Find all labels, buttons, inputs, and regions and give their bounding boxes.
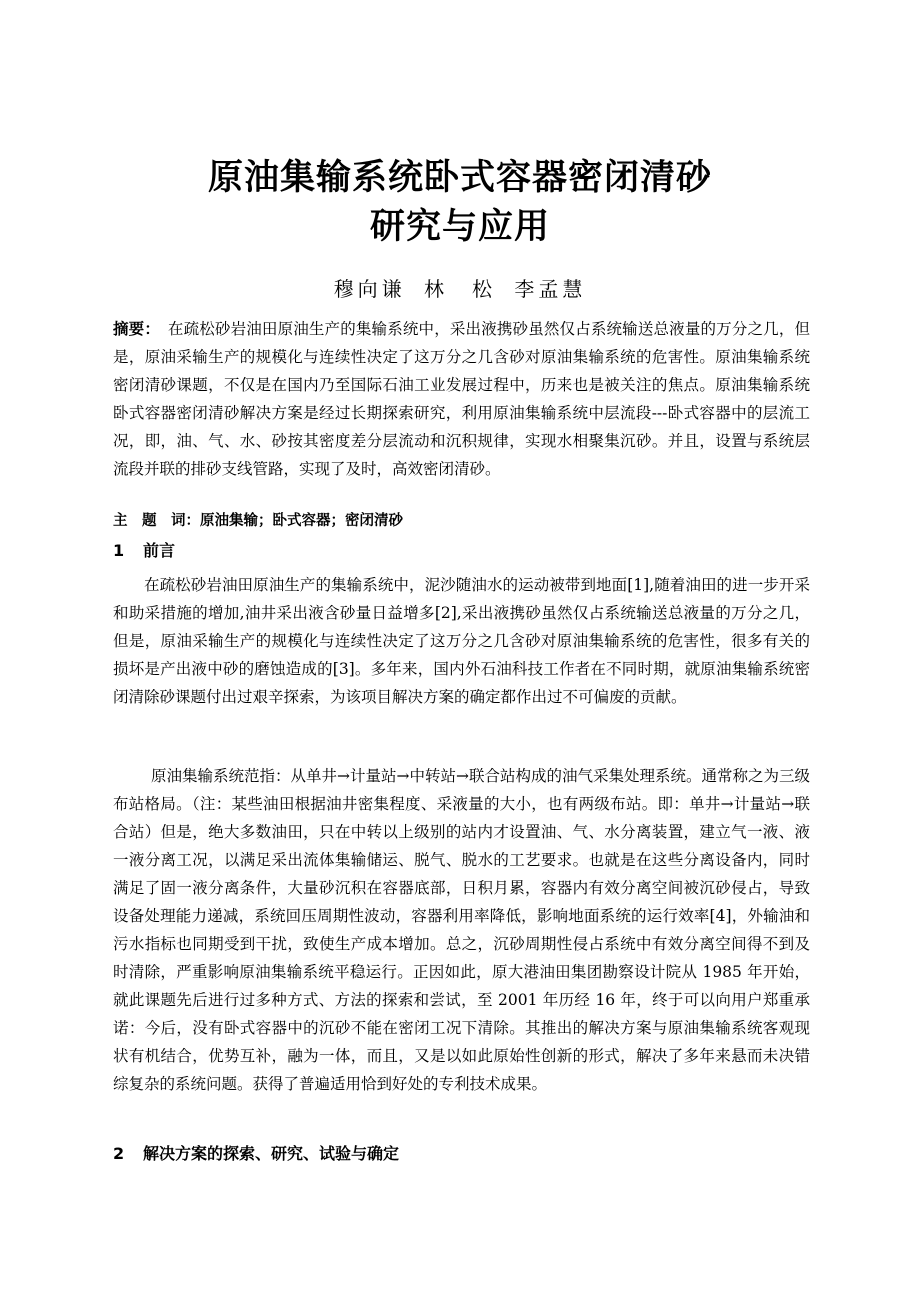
- paragraph-2: 原油集输系统范指：从单井→计量站→中转站→联合站构成的油气采集处理系统。通常称之为三级布站格局。（注：某些油田根据油井密集程度、采液量的大小，也有两级布站。即：单井→计量站→联合站）但是，绝大多数油田，只在中转以上级别的站内才设置油、气、水分离装置，建立气一液、液一液分离工况，以满足采出流体集输储运、脱气、脱水的工艺要求。也就是在这些分离设备内，同时满足了固一液分离条件，大量砂沉积在容器底部，日积月累，容器内有效分离空间被沉砂侵占，导致设备处理能力递减，系统回压周期性波动，容器利用率降低，影响地面系统的运行效率[4]，外输油和污水指标也同期受到干扰，致使生产成本增加。总之，沉砂周期性侵占系统中有效分离空间得不到及时清除，严重影响原油集输系统平稳运行。正因如此，原大港油田集团勘察设计院从 1985 年开始，就此课题先后进行过多种方式、方法的探索和尝试，至 2001 年历经 16 年，终于可以向用户郑重承诺：今后，没有卧式容器中的沉砂不能在密闭工况下清除。其推出的解决方案与原油集输系统客观现状有机结合，优势互补，融为一体，而且，又是以如此原始性创新的形式，解决了多年来悬而未决错综复杂的系统问题。获得了普遍适用恰到好处的专利技术成果。: [113, 767, 810, 1093]
- paper-title-line-1: 原油集输系统卧式容器密闭清砂: [207, 158, 712, 198]
- abstract-label: 摘要：: [113, 320, 153, 338]
- section-number: 2: [113, 1144, 125, 1163]
- author-name: 穆向谦: [333, 277, 406, 301]
- abstract: [113, 315, 810, 483]
- paragraph-1: 在疏松砂岩油田原油生产的集输系统中，泥沙随油水的运动被带到地面[1],随着油田的进一步开采和助采措施的增加,油井采出液含砂量日益增多[2],采出液携砂虽然仅占系统输送总液量的万分之几，但是，原油采输生产的规模化与连续性决定了这万分之几含砂对原油集输系统的危害性，很多有关的损坏是产出液中砂的磨蚀造成的[3]。多年来，国内外石油科技工作者在不同时期，就原油集输系统密闭清除砂课题付出过艰辛探索，为该项目解决方案的确定都作出过不可偏废的贡献。: [113, 576, 810, 706]
- section-number: 1: [113, 541, 125, 560]
- author-list: [0, 276, 920, 302]
- section-heading-2: [113, 1141, 810, 1167]
- paper-title-line-2: 研究与应用: [369, 207, 550, 247]
- author-name: 林 松: [424, 277, 496, 301]
- section-title: 解决方案的探索、研究、试验与确定: [143, 1144, 400, 1163]
- abstract-text: 在疏松砂岩油田原油生产的集输系统中，采出液携砂虽然仅占系统输送总液量的万分之几，但是，原油采输生产的规模化与连续性决定了这万分之几含砂对原油集输系统的危害性。原油集输系统密闭清砂课题，不仅是在国内乃至国际石油工业发展过程中，历来也是被关注的焦点。原油集输系统卧式容器密闭清砂解决方案是经过长期探索研究，利用原油集输系统中层流段---卧式容器中的层流工况，即，油、气、水、砂按其密度差分层流动和沉积规律，实现水相聚集沉砂。并且，设置与系统层流段并联的排砂支线管路，实现了及时，高效密闭清砂。: [113, 320, 810, 478]
- section-heading-1: [113, 538, 810, 564]
- author-name: 李孟慧: [514, 277, 587, 301]
- section-title: 前言: [143, 541, 176, 560]
- keywords-label: 主 题 词：: [113, 513, 200, 529]
- keywords-text: 原油集输；卧式容器；密闭清砂: [200, 513, 403, 529]
- keywords: [113, 508, 810, 534]
